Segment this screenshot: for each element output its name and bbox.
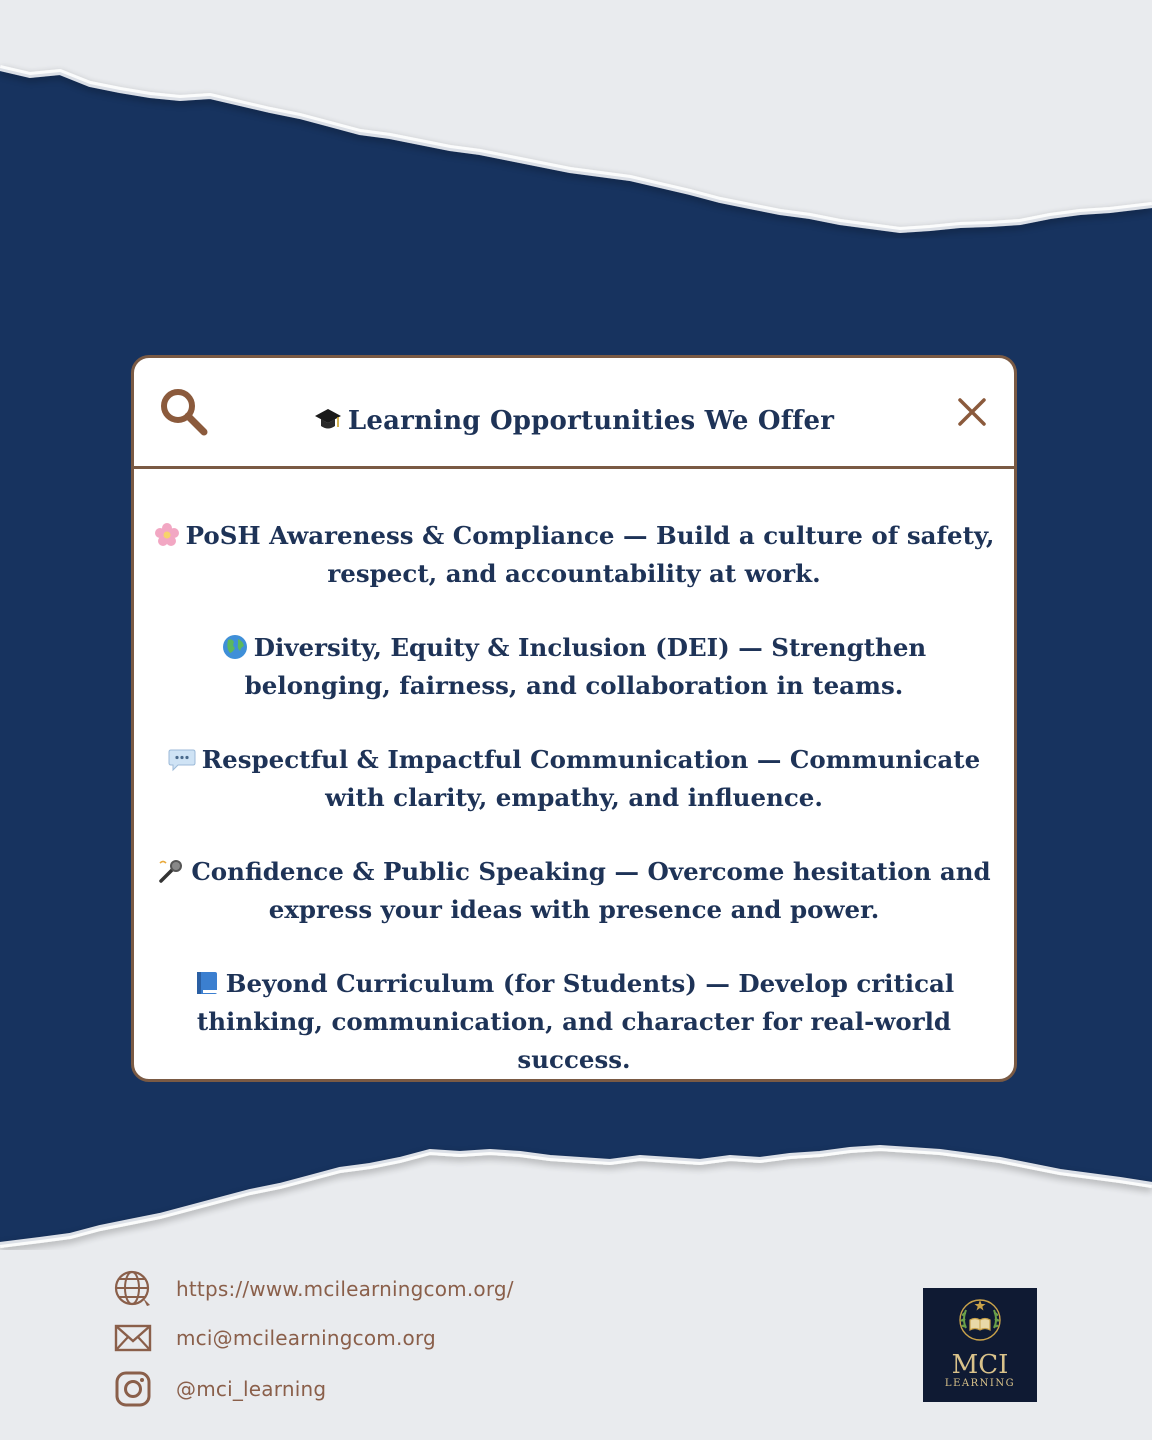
offer-card: [131, 355, 1017, 1082]
email-link[interactable]: mci@mcilearningcom.org: [176, 1326, 436, 1350]
item-text: Confidence & Public Speaking — Overcome hesitation and express your ideas with presence and power.: [191, 857, 991, 924]
list-item: [152, 517, 996, 593]
laurel-book-icon: [952, 1294, 1008, 1346]
globe-icon: [112, 1268, 154, 1310]
close-icon[interactable]: [956, 396, 988, 428]
mci-logo: [923, 1288, 1037, 1402]
list-item: [152, 741, 996, 817]
list-item: [152, 965, 996, 1079]
globe-emoji-icon: [222, 634, 248, 660]
instagram-icon: [112, 1368, 154, 1410]
item-text: Diversity, Equity & Inclusion (DEI) — Strengthen belonging, fairness, and collaboration in teams.: [244, 633, 927, 700]
item-text: Beyond Curriculum (for Students) — Develop critical thinking, communication, and character for real-world success.: [196, 969, 955, 1074]
card-header: [134, 358, 1014, 469]
item-text: PoSH Awareness & Compliance — Build a culture of safety, respect, and accountability at work.: [185, 521, 995, 588]
list-item: [152, 853, 996, 929]
list-item: [152, 629, 996, 705]
instagram-row[interactable]: [112, 1368, 612, 1410]
flower-icon: [154, 522, 180, 548]
graduation-cap-icon: [314, 406, 342, 432]
book-icon: [194, 970, 220, 996]
card-title-text: Learning Opportunities We Offer: [347, 406, 835, 436]
microphone-icon: [157, 858, 185, 884]
offer-list: [134, 469, 1014, 1079]
mail-icon: [112, 1317, 154, 1359]
card-title: [134, 406, 1014, 436]
logo-name: MCI: [951, 1350, 1009, 1380]
website-row[interactable]: [112, 1268, 612, 1310]
website-link[interactable]: https://www.mcilearningcom.org/: [176, 1277, 514, 1301]
item-text: Respectful & Impactful Communication — Communicate with clarity, empathy, and influence.: [201, 745, 981, 812]
email-row[interactable]: [112, 1317, 612, 1359]
speech-bubble-icon: [168, 746, 196, 772]
logo-subtitle: LEARNING: [944, 1378, 1016, 1389]
instagram-handle[interactable]: @mci_learning: [176, 1377, 327, 1401]
